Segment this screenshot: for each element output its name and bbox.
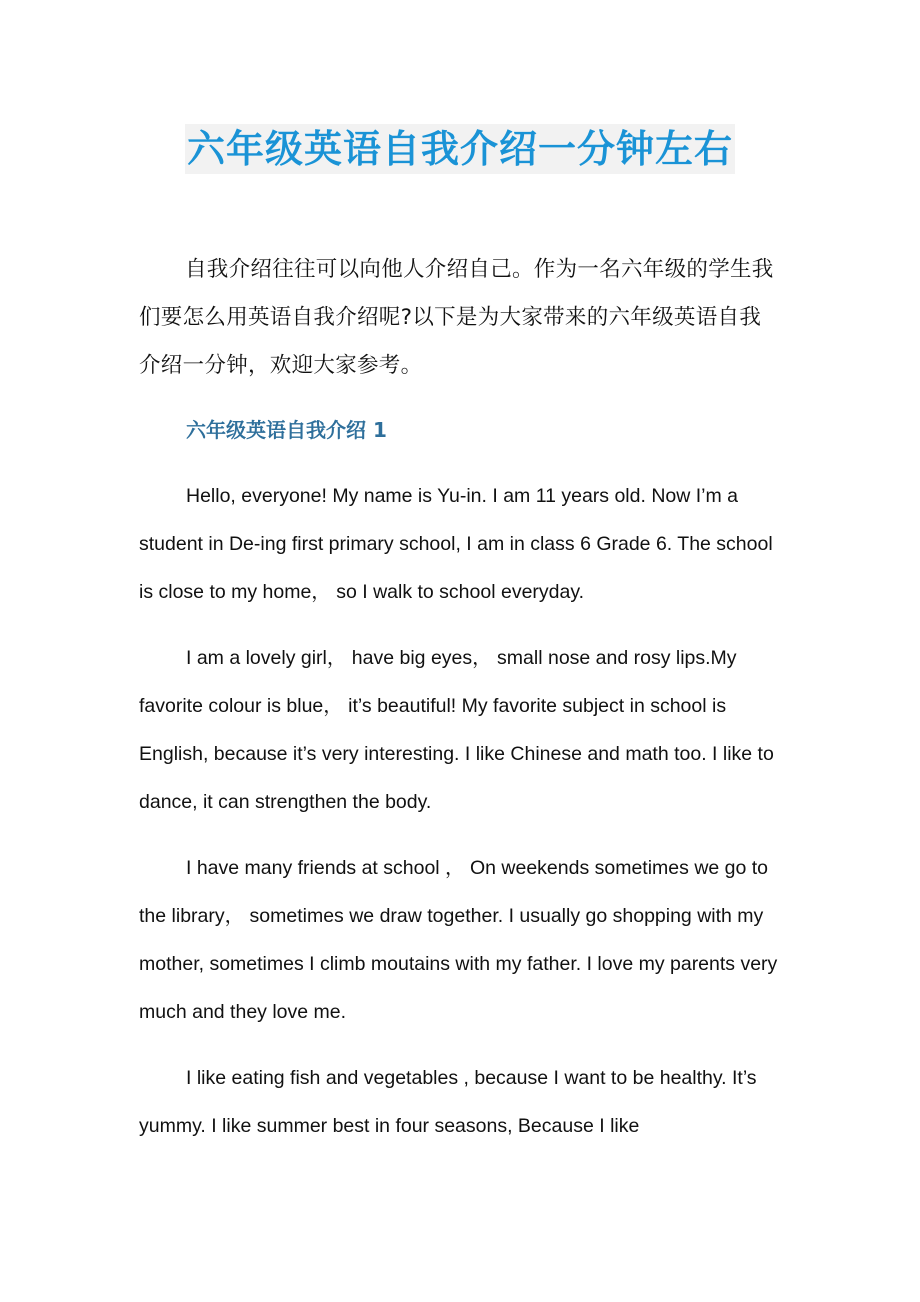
- intro-paragraph: 自我介绍往往可以向他人介绍自己。作为一名六年级的学生我们要怎么用英语自我介绍呢?以下是为大家带来的六年级英语自我介绍一分钟，欢迎大家参考。: [139, 257, 774, 378]
- body-paragraph-1: Hello, everyone! My name is Yu-in. I am 11 years old. Now I’m a student in De-ing first primary school, I am in class 6 Grade 6. The school is close to my home， so I walk to school everyday.: [139, 485, 773, 603]
- body-paragraph-3: I have many friends at school ， On weekends sometimes we go to the library， sometimes we draw together. I usually go shopping with my mother, sometimes I climb moutains with my father. I love my parents very much and they love me.: [139, 857, 778, 1023]
- body-paragraph-2: I am a lovely girl， have big eyes， small nose and rosy lips.My favorite colour is blue， it’s beautiful! My favorite subject in school is English, because it’s very interesting. I like Chinese and math too. I like to dance, it can strengthen the body.: [139, 647, 774, 813]
- section-heading: 六年级英语自我介绍 1: [186, 418, 387, 442]
- title-block: [0, 124, 920, 174]
- body-paragraph-4: I like eating fish and vegetables , because I want to be healthy. It’s yummy. I like summer best in four seasons, Because I like: [139, 1067, 757, 1137]
- page-title: 六年级英语自我介绍一分钟左右: [185, 124, 735, 174]
